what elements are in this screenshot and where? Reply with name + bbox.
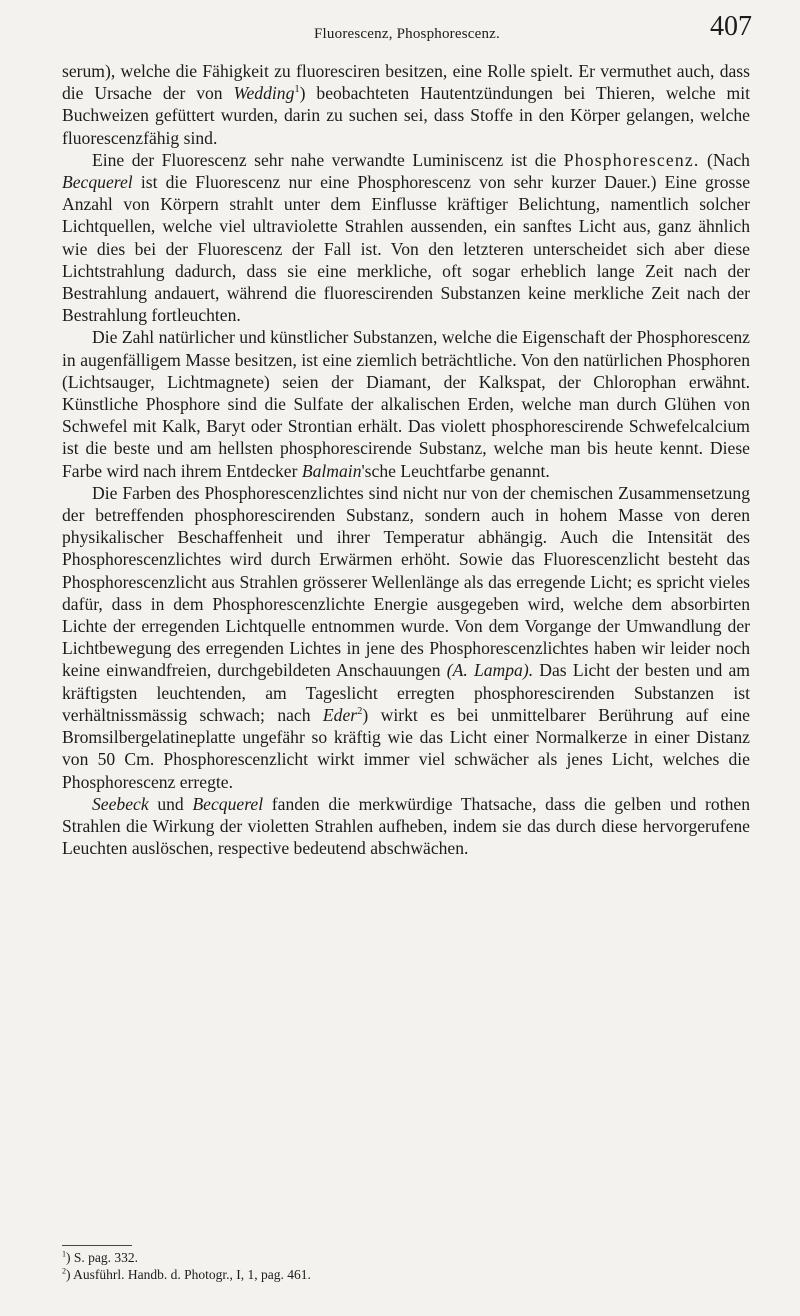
text-run: ist die Fluorescenz nur eine Phosphorescenz von sehr kurzer Dauer.) Eine grosse Anzahl von Körpern strahlt unter dem Einflusse kräftiger Belichtung, namentlich solcher Lichtquellen, welche viel ultraviolette Strahlen aussenden, ein sanftes Licht aus, ganz ähnlich wie dies bei der Fluorescenz der Fall ist. Von den letzteren unterscheidet sich aber diese Lichtstrahlung dadurch, dass sie eine merkliche, oft sogar erheblich lange Zeit nach der Bestrahlung andauert, während die fluorescirenden Substanzen keine merkliche Zeit nach der Bestrahlung fortleuchten.: [62, 172, 750, 326]
footnote-divider: [62, 1245, 132, 1246]
running-head: Fluorescenz, Phosphorescenz.: [314, 26, 500, 42]
text-run: (Nach: [699, 149, 750, 170]
author-name: Balmain: [301, 460, 362, 481]
page-number: 407: [710, 11, 752, 42]
paragraph-2: [62, 149, 750, 327]
footnote-marker: 1: [294, 84, 300, 96]
author-name: Wedding: [233, 83, 295, 104]
footnotes: [62, 1250, 662, 1283]
paragraph-3: [62, 326, 750, 481]
text-run: 'sche Leuchtfarbe genannt.: [361, 460, 550, 481]
text-run: Das Licht der besten und am kräftigsten leuchtenden, am Tageslicht erregten phosphorescirenden Substanzen ist verhältnissmässig schwach; nach: [62, 660, 750, 725]
author-name: Becquerel: [62, 172, 133, 193]
author-name: (A. Lampa).: [446, 660, 534, 681]
text-run: fanden die merkwürdige Thatsache, dass die gelben und rothen Strahlen die Wirkung der violetten Strahlen aufheben, indem sie das durch diese hervorgerufene Leuchten auslöschen, respective bedeutend abschwächen.: [62, 793, 751, 859]
footnote-text: ) S. pag. 332.: [66, 1250, 139, 1265]
footnote-mark: 1: [62, 1249, 67, 1259]
footnote-2: [62, 1267, 662, 1284]
footnote-1: [62, 1250, 662, 1267]
text-run: Die Farben des Phosphorescenzlichtes sind nicht nur von der chemischen Zusammensetzung der betreffenden phosphorescirenden Substanz, sondern auch in hohem Masse von deren physikalischer Beschaffenheit und ihrer Temperatur abhängig. Auch die Intensität des Phosphorescenzlichtes wird durch Erwärmen erhöht. Sowie das Fluorescenzlicht besteht das Phosphorescenzlicht aus Strahlen grösserer Wellenlänge als das erregende Licht; es spricht vieles dafür, dass in dem Phosphorescenzlichte Energie ausgegeben wird, welche dem absorbirten Lichte der erregenden Lichtquelle entnommen wurde. Von dem Vorgange der Umwandlung der Lichtbewegung des erregenden Lichtes in jene des Phosphorescenzlichtes haben wir leider noch keine einwandfreien, durchgebildeten Anschauungen: [62, 482, 750, 681]
text-run: Eine der Fluorescenz sehr nahe verwandte Luminiscenz ist die: [92, 149, 564, 170]
page-header: [62, 10, 752, 44]
text-run: und: [148, 793, 193, 814]
footnote-mark: 2: [62, 1266, 67, 1275]
author-name: Becquerel: [192, 793, 264, 814]
text-run: ) wirkt es bei unmittelbarer Berührung auf eine Bromsilbergelatineplatte ungefähr so kräftig wie das Licht einer Normalkerze in einer Distanz von 50 Cm. Phosphorescenzlicht wirkt immer viel schwächer als jenes Licht, welches die Phosphorescenz erregte.: [62, 704, 750, 792]
text-run: serum), welche die Fähigkeit zu fluoresciren besitzen, eine Rolle spielt. Er vermuthet auch, dass die Ursache der von: [62, 61, 750, 104]
paragraph-1: [62, 60, 750, 149]
footnote-marker: 2: [357, 706, 363, 718]
section-term: Phosphorescenz.: [563, 149, 700, 170]
paragraph-4: [62, 482, 750, 793]
paragraph-5: [62, 793, 750, 860]
author-name: Eder: [322, 704, 358, 725]
author-name: Seebeck: [92, 793, 149, 814]
footnote-text: ) Ausführl. Handb. d. Photogr., I, 1, pag. 461.: [66, 1266, 311, 1282]
body-text: [62, 60, 750, 859]
text-run: Die Zahl natürlicher und künstlicher Substanzen, welche die Eigenschaft der Phosphorescenz in augenfälligem Masse besitzen, ist eine ziemlich beträchtliche. Von den natürlichen Phosphoren (Lichtsauger, Lichtmagnete) seien der Diamant, der Kalkspat, der Chlorophan erwähnt. Künstliche Phosphore sind die Sulfate der alkalischen Erden, welche man durch Glühen von Schwefel mit Kalk, Baryt oder Strontian erhält. Das violett phosphorescirende Schwefelcalcium ist die beste und am hellsten phosphorescirende Substanz, welche man bis heute kennt. Diese Farbe wird nach ihrem Entdecker: [62, 327, 750, 481]
text-run: ) beobachteten Hautentzündungen bei Thieren, welche mit Buchweizen gefüttert wurden, darin zu suchen sei, dass Stoffe in den Körper gelangen, welche fluorescenzfähig sind.: [62, 83, 750, 148]
